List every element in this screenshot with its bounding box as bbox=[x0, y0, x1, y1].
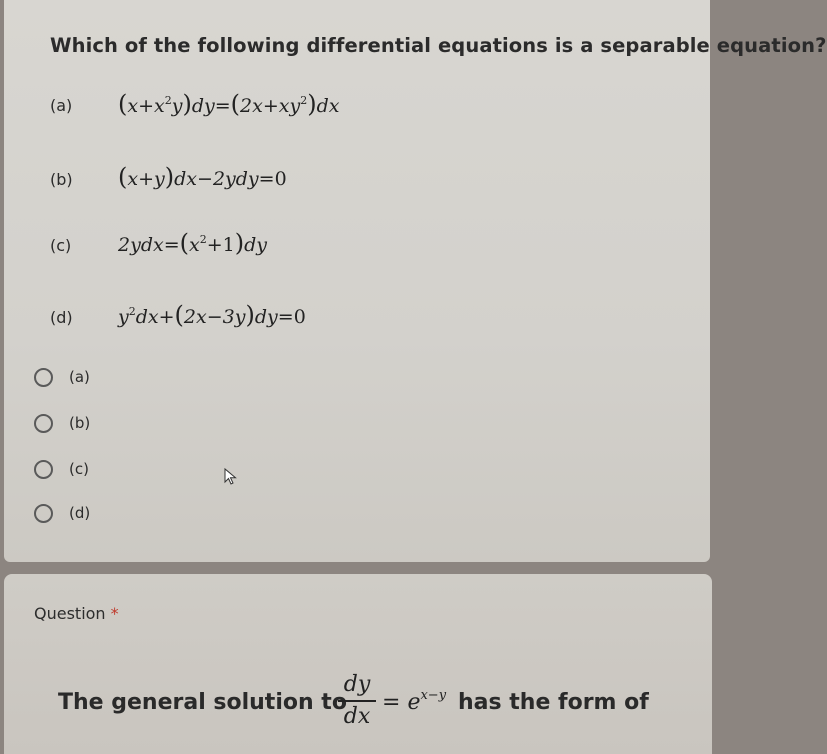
exponent: x−y bbox=[420, 688, 447, 703]
required-asterisk: * bbox=[110, 604, 119, 623]
question-2-label bbox=[34, 604, 119, 623]
choice-a[interactable] bbox=[34, 366, 90, 388]
exponential-base: e bbox=[407, 690, 421, 715]
option-label-b: (b) bbox=[50, 170, 73, 189]
radio-button-a[interactable] bbox=[34, 368, 53, 387]
fraction-denominator: dx bbox=[343, 704, 371, 729]
equation-rhs bbox=[382, 690, 446, 715]
radio-button-c[interactable] bbox=[34, 460, 53, 479]
question-title: Which of the following differential equations is a separable equation? bbox=[50, 34, 827, 57]
derivative-fraction bbox=[338, 672, 376, 730]
equation-c: $2ydx=(x^2+1)dy$ bbox=[118, 229, 268, 257]
radio-button-d[interactable] bbox=[34, 504, 53, 523]
choice-label-b: (b) bbox=[69, 414, 91, 432]
equation-d: $y^2dx+(2x-3y)dy=0$ bbox=[118, 301, 306, 329]
question-2-label-text: Question bbox=[34, 604, 106, 623]
choice-label-a: (a) bbox=[69, 368, 90, 386]
choice-label-d: (d) bbox=[69, 504, 91, 522]
choice-d[interactable] bbox=[34, 502, 90, 524]
radio-button-b[interactable] bbox=[34, 414, 53, 433]
choice-c[interactable] bbox=[34, 458, 89, 480]
equation-b: (x+y)dx−2ydy=0 bbox=[118, 163, 287, 191]
equation-a: $(x+x^2y)dy=(2x+xy^2)dx$ bbox=[118, 90, 340, 118]
fraction-bar bbox=[338, 700, 376, 702]
fraction-numerator: dy bbox=[343, 672, 371, 697]
option-label-c: (c) bbox=[50, 236, 72, 255]
equals-sign: = bbox=[382, 690, 401, 715]
option-label-a: (a) bbox=[50, 96, 73, 115]
question-2-text-after: has the form of bbox=[458, 690, 649, 715]
choice-label-c: (c) bbox=[69, 460, 89, 478]
option-label-d: (d) bbox=[50, 308, 73, 327]
question-card-1 bbox=[4, 0, 710, 562]
choice-b[interactable] bbox=[34, 412, 90, 434]
mouse-cursor-icon bbox=[224, 468, 238, 486]
question-2-text-before: The general solution to bbox=[58, 690, 347, 715]
